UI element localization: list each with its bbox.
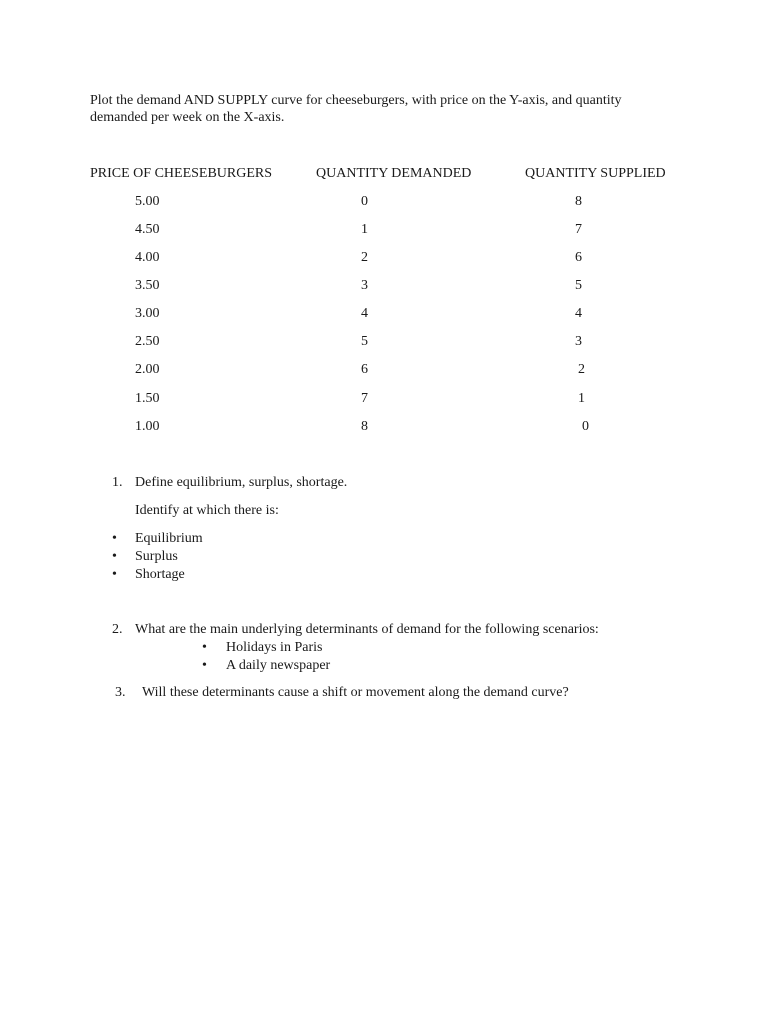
intro-paragraph: Plot the demand AND SUPPLY curve for cheeseburgers, with price on the Y-axis, and quantity demanded per week on the X-axis. — [90, 93, 622, 125]
cell-supply: 3 — [575, 334, 582, 349]
cell-supply: 6 — [575, 250, 582, 265]
table-row — [0, 222, 768, 240]
table-header — [0, 166, 768, 184]
header-quantity-supplied: QUANTITY SUPPLIED — [525, 166, 666, 181]
list-item-text: Holidays in Paris — [226, 640, 323, 655]
header-price: PRICE OF CHEESEBURGERS — [90, 166, 273, 181]
cell-price: 2.00 — [135, 362, 160, 377]
cell-price: 3.50 — [135, 278, 160, 293]
cell-demand: 2 — [361, 250, 368, 265]
cell-price: 1.00 — [135, 419, 160, 434]
bullet-icon: • — [202, 658, 207, 673]
cell-price: 4.50 — [135, 222, 160, 237]
identify-prompt: Identify at which there is: — [135, 503, 279, 518]
table-row — [0, 391, 768, 409]
table-row — [0, 334, 768, 352]
cell-supply: 1 — [578, 391, 585, 406]
cell-demand: 3 — [361, 278, 368, 293]
question-text: What are the main underlying determinants of demand for the following scenarios: — [135, 622, 599, 637]
bullet-icon: • — [112, 549, 117, 564]
question-text: Will these determinants cause a shift or movement along the demand curve? — [142, 685, 569, 700]
cell-demand: 4 — [361, 306, 368, 321]
cell-supply: 4 — [575, 306, 582, 321]
list-item-text: Surplus — [135, 549, 178, 564]
question-number: 3. — [115, 685, 126, 700]
table-row — [0, 419, 768, 437]
header-quantity-demanded: QUANTITY DEMANDED — [316, 166, 472, 181]
list-item-text: Shortage — [135, 567, 185, 582]
cell-supply: 5 — [575, 278, 582, 293]
cell-supply: 8 — [575, 194, 582, 209]
question-number: 2. — [112, 622, 123, 637]
cell-supply: 0 — [582, 419, 589, 434]
table-row — [0, 362, 768, 380]
cell-demand: 1 — [361, 222, 368, 237]
table-row — [0, 250, 768, 268]
table-row — [0, 194, 768, 212]
cell-demand: 6 — [361, 362, 368, 377]
cell-demand: 5 — [361, 334, 368, 349]
question-text: Define equilibrium, surplus, shortage. — [135, 475, 348, 490]
question-number: 1. — [112, 475, 123, 490]
cell-price: 2.50 — [135, 334, 160, 349]
cell-demand: 7 — [361, 391, 368, 406]
bullet-icon: • — [112, 567, 117, 582]
cell-demand: 0 — [361, 194, 368, 209]
list-item-text: Equilibrium — [135, 531, 203, 546]
cell-price: 4.00 — [135, 250, 160, 265]
table-row — [0, 306, 768, 324]
cell-demand: 8 — [361, 419, 368, 434]
cell-price: 5.00 — [135, 194, 160, 209]
cell-price: 1.50 — [135, 391, 160, 406]
bullet-icon: • — [112, 531, 117, 546]
cell-supply: 7 — [575, 222, 582, 237]
list-item-text: A daily newspaper — [226, 658, 331, 673]
bullet-icon: • — [202, 640, 207, 655]
cell-supply: 2 — [578, 362, 585, 377]
cell-price: 3.00 — [135, 306, 160, 321]
table-row — [0, 278, 768, 296]
